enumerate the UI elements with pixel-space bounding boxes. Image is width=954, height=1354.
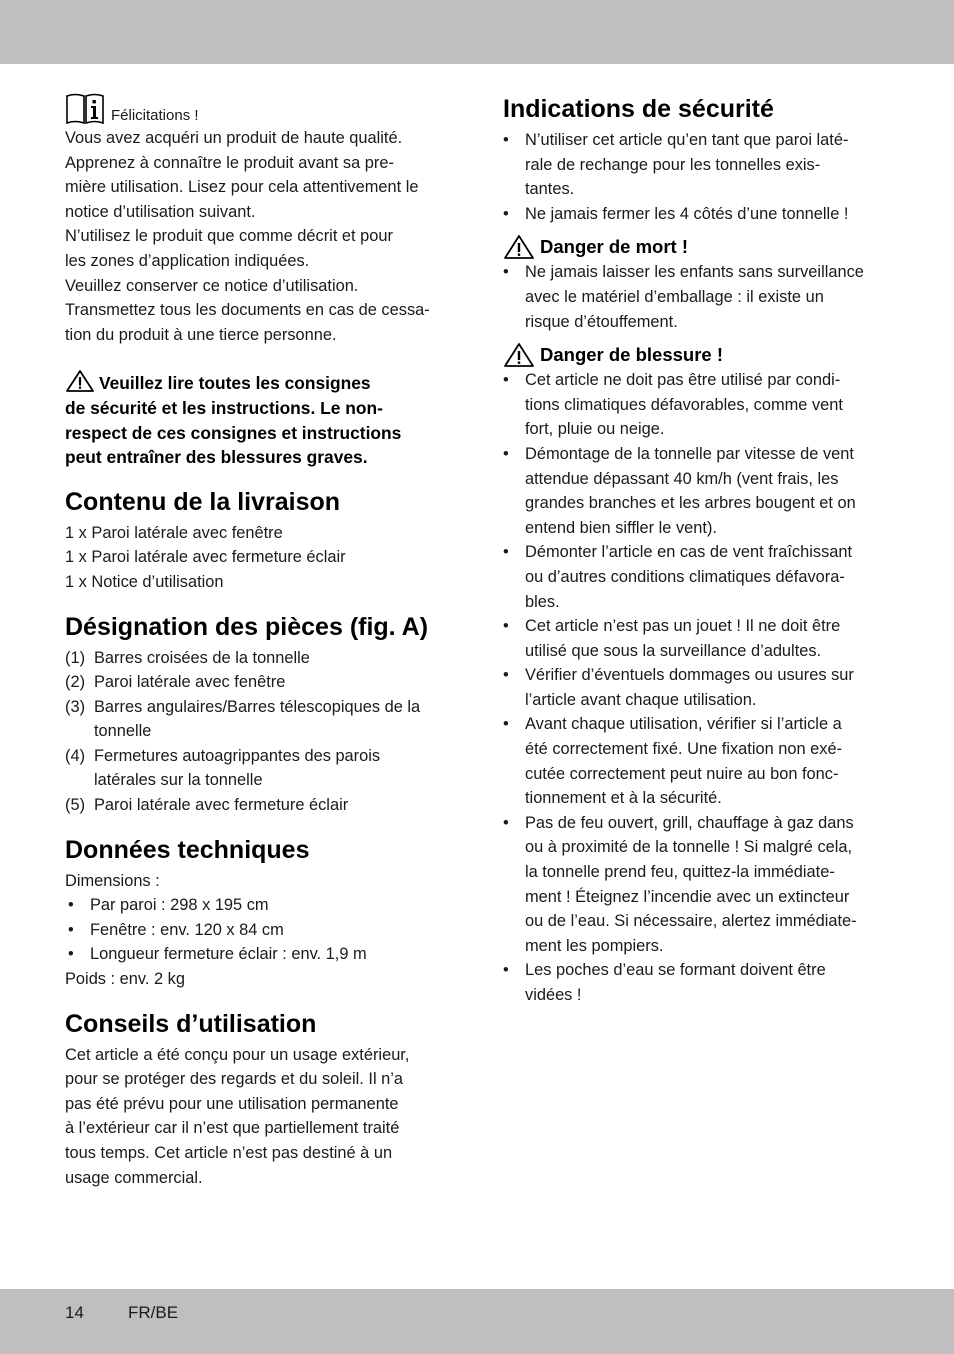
safety-item [503, 128, 891, 202]
bullet-dot: • [68, 945, 74, 964]
usage-line: tous temps. Cet article n’est pas destiné à un [65, 1144, 393, 1162]
bullet-dot: • [503, 543, 509, 562]
bullet-dot: • [503, 263, 509, 282]
part-number: (2) [65, 673, 86, 692]
intro-line: Veuillez conserver ce notice d’utilisation. [65, 276, 359, 295]
danger-injury-item-line: fort, pluie ou neige. [525, 420, 665, 439]
safety-item-text [525, 128, 891, 202]
part-number: (3) [65, 697, 86, 716]
bullet-dot: • [68, 896, 74, 915]
safety-item-text [525, 202, 891, 227]
danger-injury-item-line: l’article avant chaque utilisation. [525, 690, 757, 709]
danger-injury-item-line: ou d’autres conditions climatiques défavora- [525, 567, 845, 586]
danger-injury-item [503, 663, 891, 712]
part-label-line: latérales sur la tonnelle [94, 771, 263, 790]
danger-injury-item-line: grandes branches et les arbres bougent et on [525, 494, 856, 513]
bullet-dot: • [68, 920, 74, 939]
part-label-line: Barres angulaires/Barres télescopiques de la [94, 697, 421, 716]
safety-warning-notice [65, 369, 457, 469]
danger-injury-item [503, 712, 891, 810]
part-label [94, 744, 457, 793]
dimension-text: Fenêtre : env. 120 x 84 cm [90, 920, 284, 939]
danger-death-label: Danger de mort ! [540, 236, 689, 258]
part-label-line: Fermetures autoagrippantes des parois [94, 746, 381, 765]
danger-injury-item-line: Avant chaque utilisation, vérifier si l’article a [525, 715, 842, 734]
book-info-icon [65, 92, 105, 126]
technical-heading: Données techniques [65, 835, 310, 864]
danger-death-item-text [525, 260, 891, 334]
danger-injury-item-line: Vérifier d’éventuels dommages ou usures sur [525, 666, 854, 685]
usage-line: à l’extérieur car il n’est que partiellement traité [65, 1119, 400, 1138]
bullet-dot: • [503, 371, 509, 390]
bullet-dot: • [503, 444, 509, 463]
danger-injury-item-line: Démontage de la tonnelle par vitesse de vent [525, 444, 854, 463]
delivery-heading: Contenu de la livraison [65, 487, 341, 516]
top-band [0, 0, 954, 64]
danger-injury-item-line: tions climatiques défavorables, comme vent [525, 395, 843, 414]
bullet-dot: • [503, 813, 509, 832]
danger-injury-item [503, 442, 891, 540]
danger-injury-item [503, 540, 891, 614]
intro-line: les zones d’application indiquées. [65, 251, 310, 270]
danger-injury-item-text [525, 811, 891, 959]
danger-injury-item-line: Les poches d’eau se formant doivent être [525, 961, 826, 980]
danger-injury-item-text [525, 540, 891, 614]
warning-triangle-icon [65, 369, 95, 393]
safety-item-line: tantes. [525, 180, 575, 199]
danger-injury-title [503, 342, 891, 368]
warning-line-text: Veuillez lire toutes les consignes [99, 373, 371, 394]
danger-injury-item-text [525, 663, 891, 712]
intro-line: tion du produit à une tierce personne. [65, 325, 337, 344]
intro-line: Transmettez tous les documents en cas de cessa- [65, 301, 430, 320]
danger-death-item-line: Ne jamais laisser les enfants sans surveillance [525, 263, 864, 282]
parts-heading: Désignation des pièces (fig. A) [65, 612, 429, 641]
usage-line: pour se protéger des regards et du soleil. Il n’a [65, 1070, 404, 1089]
warning-triangle-icon [503, 342, 535, 368]
part-label-line: Barres croisées de la tonnelle [94, 648, 310, 667]
bullet-dot: • [503, 204, 509, 223]
part-label [94, 793, 457, 818]
intro-text [65, 126, 457, 347]
danger-injury-item-line: vidées ! [525, 986, 582, 1004]
warning-line [65, 369, 457, 396]
danger-injury-item-line: Démonter l’article en cas de vent fraîchissant [525, 543, 853, 562]
delivery-item: 1 x Paroi latérale avec fermeture éclair [65, 548, 346, 567]
intro-line: Vous avez acquéri un produit de haute qualité. [65, 129, 403, 147]
danger-death-list [503, 260, 891, 334]
safety-list [503, 128, 891, 226]
safety-item-line: rale de rechange pour les tonnelles exis- [525, 155, 821, 174]
weight-text: Poids : env. 2 kg [65, 970, 185, 989]
danger-injury-item-text [525, 442, 891, 540]
safety-item [503, 202, 891, 227]
danger-injury-item-line: ment ! Éteignez l’incendie avec un extincteur [525, 887, 850, 906]
safety-item-line: N’utiliser cet article qu’en tant que paroi laté- [525, 131, 849, 149]
delivery-list [65, 521, 457, 595]
part-number: (5) [65, 796, 86, 815]
danger-death-item-line: avec le matériel d’emballage : il existe un [525, 287, 824, 306]
danger-injury-item-line: été correctement fixé. Une fixation non exé- [525, 740, 843, 759]
danger-injury-item-line: utilisé que sous la surveillance d’adultes. [525, 641, 822, 660]
intro-line: mière utilisation. Lisez pour cela attentivement le [65, 178, 419, 197]
right-column [503, 92, 891, 1008]
part-number: (4) [65, 746, 86, 765]
bullet-dot: • [503, 131, 509, 149]
part-label [94, 670, 457, 695]
part-label-line: Paroi latérale avec fenêtre [94, 673, 286, 692]
danger-injury-list [503, 368, 891, 1007]
dimension-text: Par paroi : 298 x 195 cm [90, 896, 269, 915]
part-label-line: Paroi latérale avec fermeture éclair [94, 796, 349, 815]
danger-injury-item-line: ou à proximité de la tonnelle ! Si malgré cela, [525, 838, 853, 857]
usage-line: Cet article a été conçu pour un usage extérieur, [65, 1045, 410, 1064]
danger-injury-item-line: Cet article ne doit pas être utilisé par condi- [525, 371, 841, 390]
danger-injury-item [503, 811, 891, 959]
intro-line: Apprenez à connaître le produit avant sa pre- [65, 153, 394, 172]
warning-line: de sécurité et les instructions. Le non- [65, 397, 383, 418]
danger-injury-item-line: Cet article n’est pas un jouet ! Il ne doit être [525, 617, 841, 636]
warning-line: peut entraîner des blessures graves. [65, 447, 368, 468]
part-item [65, 695, 457, 744]
danger-injury-item [503, 368, 891, 442]
part-label [94, 695, 457, 744]
danger-injury-item-line: attendue dépassant 40 km/h (vent frais, les [525, 469, 839, 488]
bullet-dot: • [503, 617, 509, 636]
delivery-item: 1 x Paroi latérale avec fenêtre [65, 523, 283, 542]
danger-death-item-line: risque d’étouffement. [525, 312, 678, 331]
bullet-dot: • [503, 715, 509, 734]
danger-injury-item-line: cutée correctement peut nuire au bon fonc- [525, 764, 839, 783]
danger-injury-item-line: bles. [525, 592, 560, 611]
danger-injury-label: Danger de blessure ! [540, 344, 724, 366]
intro-line: N’utilisez le produit que comme décrit et pour [65, 227, 393, 246]
danger-injury-item-line: ou de l’eau. Si nécessaire, alertez immédiate- [525, 912, 857, 931]
part-label [94, 646, 457, 671]
left-column [65, 92, 457, 1190]
danger-injury-item-text [525, 958, 891, 1007]
part-item [65, 670, 457, 695]
danger-injury-item [503, 958, 891, 1007]
safety-item-line: Ne jamais fermer les 4 côtés d’une tonnelle ! [525, 204, 849, 223]
dimension-item [65, 893, 457, 918]
parts-list [65, 646, 457, 818]
safety-heading: Indications de sécurité [503, 95, 774, 123]
usage-line: pas été prévu pour une utilisation permanente [65, 1094, 399, 1113]
dimension-item [65, 942, 457, 967]
dimension-text: Longueur fermeture éclair : env. 1,9 m [90, 945, 367, 964]
danger-injury-item-text [525, 368, 891, 442]
language-code: FR/BE [128, 1303, 179, 1322]
page-number: 14 [65, 1303, 84, 1322]
danger-injury-item-text [525, 614, 891, 663]
part-number: (1) [65, 648, 86, 667]
part-item [65, 646, 457, 671]
usage-line: usage commercial. [65, 1168, 203, 1187]
danger-death-title [503, 234, 891, 260]
warning-line: respect de ces consignes et instructions [65, 422, 402, 443]
danger-injury-item-line: ment les pompiers. [525, 936, 664, 955]
part-item [65, 744, 457, 793]
danger-injury-item [503, 614, 891, 663]
dimension-item [65, 918, 457, 943]
danger-death-item [503, 260, 891, 334]
part-label-line: tonnelle [94, 722, 152, 741]
intro-line: notice d’utilisation suivant. [65, 202, 256, 221]
danger-injury-item-line: tionnement et à la sécurité. [525, 789, 722, 808]
delivery-item: 1 x Notice d’utilisation [65, 572, 224, 591]
usage-heading: Conseils d’utilisation [65, 1009, 317, 1038]
part-item [65, 793, 457, 818]
bullet-dot: • [503, 666, 509, 685]
dimensions-label: Dimensions : [65, 871, 160, 890]
bullet-dot: • [503, 961, 509, 980]
warning-triangle-icon [503, 234, 535, 260]
intro-title-row [65, 92, 457, 126]
intro-title: Félicitations ! [111, 107, 199, 124]
danger-injury-item-line: la tonnelle prend feu, quittez-la immédiate- [525, 863, 835, 882]
danger-injury-item-line: Pas de feu ouvert, grill, chauffage à gaz dans [525, 813, 854, 832]
usage-text [65, 1043, 457, 1191]
danger-injury-item-line: entend bien siffler le vent). [525, 518, 717, 537]
danger-injury-item-text [525, 712, 891, 810]
dimensions-list [65, 893, 457, 967]
